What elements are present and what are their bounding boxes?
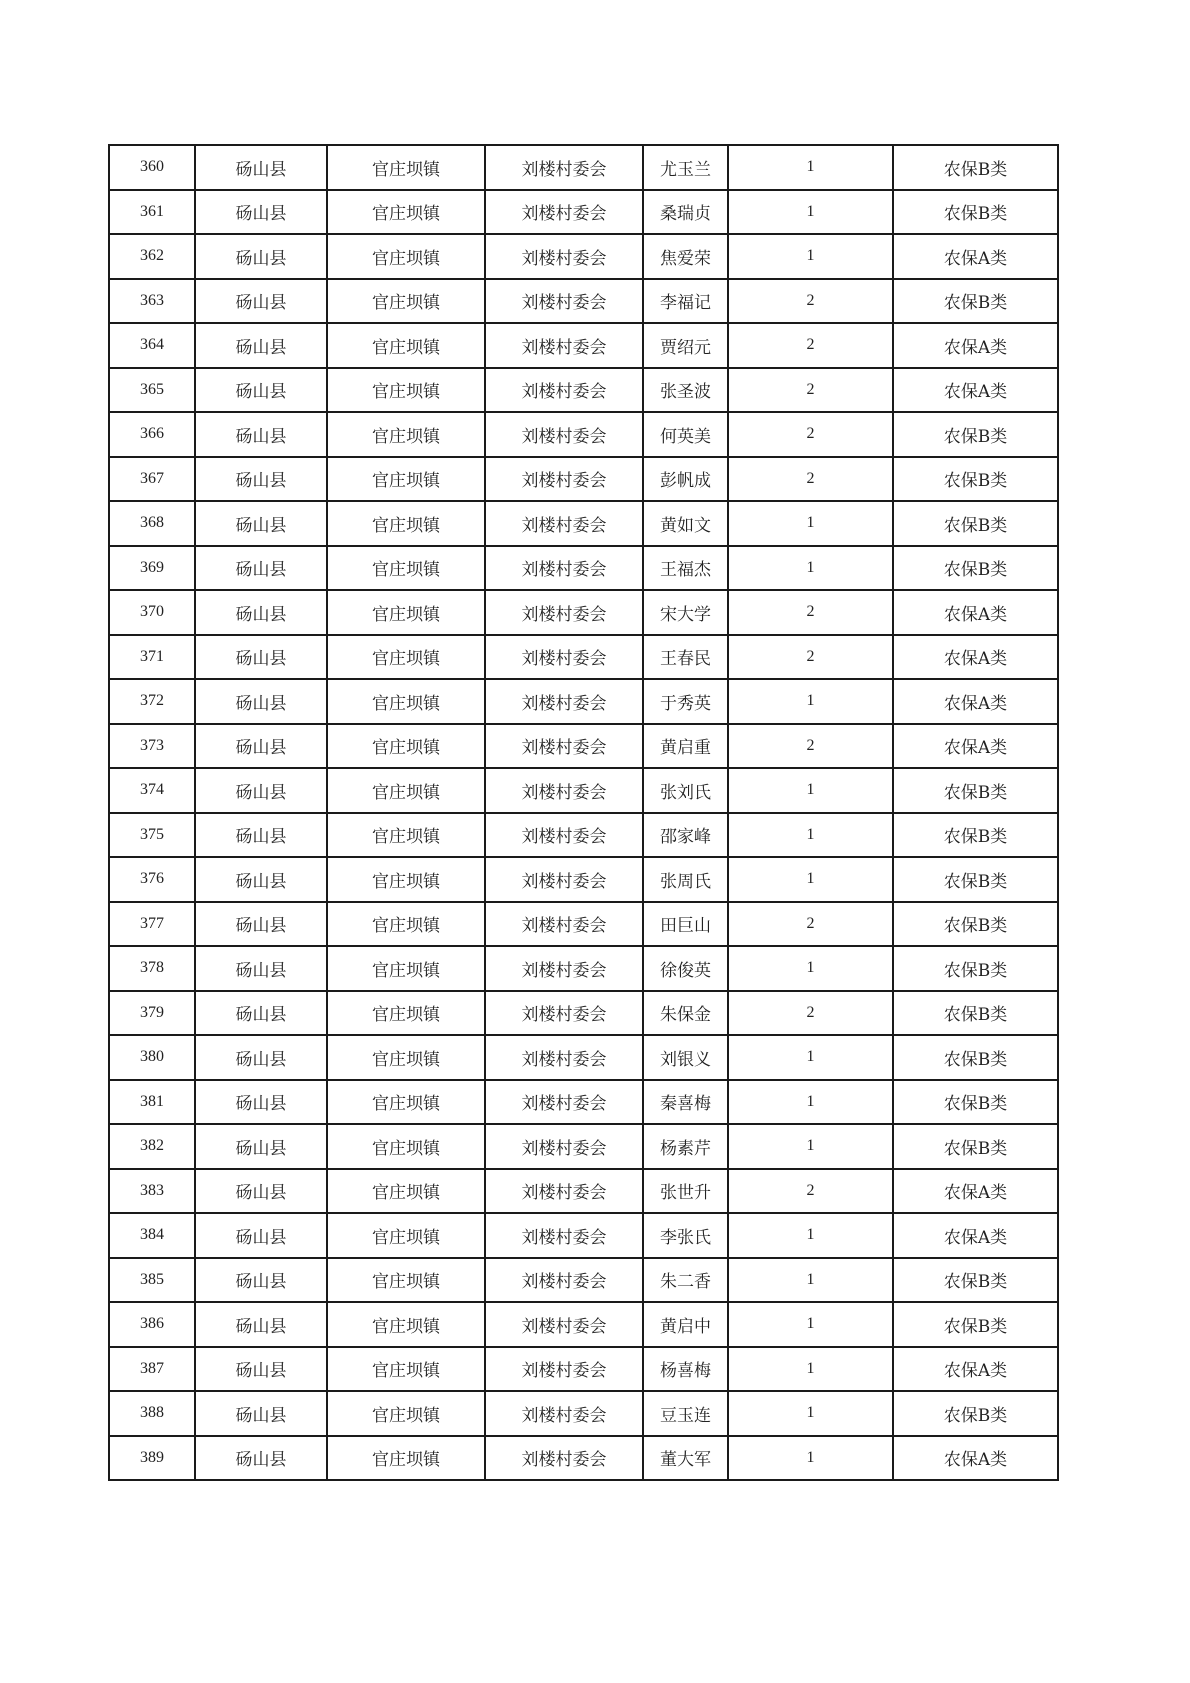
cell-town: 官庄坝镇	[327, 145, 485, 190]
cell-county: 砀山县	[195, 768, 327, 813]
cell-village-committee: 刘楼村委会	[485, 368, 643, 413]
cell-serial-number: 371	[109, 635, 195, 680]
cell-town: 官庄坝镇	[327, 679, 485, 724]
cell-town: 官庄坝镇	[327, 1035, 485, 1080]
cell-person-name: 彭帆成	[643, 457, 728, 502]
cell-county: 砀山县	[195, 902, 327, 947]
cell-village-committee: 刘楼村委会	[485, 323, 643, 368]
cell-serial-number: 384	[109, 1213, 195, 1258]
cell-person-name: 徐俊英	[643, 946, 728, 991]
cell-town: 官庄坝镇	[327, 991, 485, 1036]
table-row	[109, 279, 1058, 324]
cell-town: 官庄坝镇	[327, 1213, 485, 1258]
cell-insurance-category: 农保B类	[893, 768, 1058, 813]
cell-person-name: 王福杰	[643, 546, 728, 591]
cell-serial-number: 385	[109, 1258, 195, 1303]
cell-insurance-category: 农保B类	[893, 190, 1058, 235]
cell-person-name: 黄如文	[643, 501, 728, 546]
cell-insurance-category: 农保A类	[893, 1169, 1058, 1214]
table-row	[109, 635, 1058, 680]
cell-county: 砀山县	[195, 412, 327, 457]
cell-town: 官庄坝镇	[327, 279, 485, 324]
table-row	[109, 590, 1058, 635]
cell-county: 砀山县	[195, 1347, 327, 1392]
cell-county: 砀山县	[195, 190, 327, 235]
cell-village-committee: 刘楼村委会	[485, 1213, 643, 1258]
cell-count: 1	[728, 1080, 893, 1125]
cell-count: 1	[728, 1436, 893, 1481]
cell-town: 官庄坝镇	[327, 323, 485, 368]
cell-count: 1	[728, 1124, 893, 1169]
table-row	[109, 1169, 1058, 1214]
cell-count: 1	[728, 1035, 893, 1080]
cell-insurance-category: 农保B类	[893, 813, 1058, 858]
cell-village-committee: 刘楼村委会	[485, 1169, 643, 1214]
cell-village-committee: 刘楼村委会	[485, 1035, 643, 1080]
cell-count: 2	[728, 457, 893, 502]
cell-village-committee: 刘楼村委会	[485, 1391, 643, 1436]
cell-county: 砀山县	[195, 145, 327, 190]
cell-serial-number: 362	[109, 234, 195, 279]
cell-serial-number: 378	[109, 946, 195, 991]
cell-serial-number: 383	[109, 1169, 195, 1214]
cell-town: 官庄坝镇	[327, 234, 485, 279]
cell-person-name: 张圣波	[643, 368, 728, 413]
cell-person-name: 豆玉连	[643, 1391, 728, 1436]
cell-town: 官庄坝镇	[327, 946, 485, 991]
table-body	[109, 145, 1058, 1480]
cell-person-name: 张世升	[643, 1169, 728, 1214]
table-row	[109, 724, 1058, 769]
cell-town: 官庄坝镇	[327, 1124, 485, 1169]
cell-insurance-category: 农保B类	[893, 1080, 1058, 1125]
cell-village-committee: 刘楼村委会	[485, 1347, 643, 1392]
cell-village-committee: 刘楼村委会	[485, 1436, 643, 1481]
cell-county: 砀山县	[195, 857, 327, 902]
cell-serial-number: 388	[109, 1391, 195, 1436]
cell-insurance-category: 农保A类	[893, 590, 1058, 635]
cell-town: 官庄坝镇	[327, 1436, 485, 1481]
table-row	[109, 1124, 1058, 1169]
cell-insurance-category: 农保B类	[893, 1302, 1058, 1347]
cell-person-name: 杨喜梅	[643, 1347, 728, 1392]
cell-serial-number: 364	[109, 323, 195, 368]
cell-county: 砀山县	[195, 1213, 327, 1258]
table-row	[109, 457, 1058, 502]
cell-serial-number: 369	[109, 546, 195, 591]
table-row	[109, 1436, 1058, 1481]
cell-serial-number: 373	[109, 724, 195, 769]
cell-serial-number: 389	[109, 1436, 195, 1481]
cell-serial-number: 386	[109, 1302, 195, 1347]
cell-count: 2	[728, 412, 893, 457]
table-row	[109, 368, 1058, 413]
table-row	[109, 234, 1058, 279]
cell-town: 官庄坝镇	[327, 635, 485, 680]
cell-count: 1	[728, 813, 893, 858]
cell-serial-number: 360	[109, 145, 195, 190]
cell-town: 官庄坝镇	[327, 1391, 485, 1436]
cell-count: 1	[728, 546, 893, 591]
table-row	[109, 145, 1058, 190]
beneficiary-table	[108, 144, 1059, 1481]
cell-village-committee: 刘楼村委会	[485, 546, 643, 591]
cell-county: 砀山县	[195, 813, 327, 858]
cell-person-name: 张刘氏	[643, 768, 728, 813]
cell-town: 官庄坝镇	[327, 1258, 485, 1303]
cell-person-name: 李福记	[643, 279, 728, 324]
cell-count: 2	[728, 590, 893, 635]
cell-town: 官庄坝镇	[327, 1302, 485, 1347]
cell-insurance-category: 农保A类	[893, 635, 1058, 680]
cell-person-name: 焦爱荣	[643, 234, 728, 279]
cell-insurance-category: 农保A类	[893, 234, 1058, 279]
cell-county: 砀山县	[195, 1080, 327, 1125]
cell-count: 1	[728, 234, 893, 279]
cell-count: 1	[728, 1302, 893, 1347]
cell-person-name: 贾绍元	[643, 323, 728, 368]
cell-serial-number: 374	[109, 768, 195, 813]
cell-town: 官庄坝镇	[327, 813, 485, 858]
cell-village-committee: 刘楼村委会	[485, 1258, 643, 1303]
cell-insurance-category: 农保A类	[893, 1347, 1058, 1392]
cell-town: 官庄坝镇	[327, 1169, 485, 1214]
cell-village-committee: 刘楼村委会	[485, 857, 643, 902]
cell-village-committee: 刘楼村委会	[485, 457, 643, 502]
cell-serial-number: 366	[109, 412, 195, 457]
table-row	[109, 1347, 1058, 1392]
table-row	[109, 1258, 1058, 1303]
cell-count: 2	[728, 1169, 893, 1214]
cell-serial-number: 370	[109, 590, 195, 635]
cell-insurance-category: 农保A类	[893, 1213, 1058, 1258]
cell-count: 1	[728, 501, 893, 546]
cell-county: 砀山县	[195, 1258, 327, 1303]
cell-insurance-category: 农保B类	[893, 946, 1058, 991]
cell-count: 1	[728, 145, 893, 190]
cell-person-name: 何英美	[643, 412, 728, 457]
cell-town: 官庄坝镇	[327, 546, 485, 591]
cell-count: 2	[728, 279, 893, 324]
cell-count: 1	[728, 768, 893, 813]
cell-person-name: 王春民	[643, 635, 728, 680]
cell-county: 砀山县	[195, 1436, 327, 1481]
cell-town: 官庄坝镇	[327, 590, 485, 635]
cell-serial-number: 382	[109, 1124, 195, 1169]
table-row	[109, 323, 1058, 368]
cell-county: 砀山县	[195, 1391, 327, 1436]
cell-count: 1	[728, 1347, 893, 1392]
table-row	[109, 1035, 1058, 1080]
cell-insurance-category: 农保A类	[893, 724, 1058, 769]
cell-insurance-category: 农保B类	[893, 546, 1058, 591]
cell-town: 官庄坝镇	[327, 857, 485, 902]
cell-town: 官庄坝镇	[327, 501, 485, 546]
cell-person-name: 邵家峰	[643, 813, 728, 858]
cell-serial-number: 372	[109, 679, 195, 724]
cell-serial-number: 368	[109, 501, 195, 546]
cell-person-name: 朱保金	[643, 991, 728, 1036]
cell-village-committee: 刘楼村委会	[485, 501, 643, 546]
table-row	[109, 768, 1058, 813]
cell-village-committee: 刘楼村委会	[485, 813, 643, 858]
cell-count: 2	[728, 635, 893, 680]
cell-county: 砀山县	[195, 991, 327, 1036]
cell-person-name: 董大军	[643, 1436, 728, 1481]
cell-serial-number: 381	[109, 1080, 195, 1125]
cell-person-name: 宋大学	[643, 590, 728, 635]
cell-town: 官庄坝镇	[327, 368, 485, 413]
cell-serial-number: 361	[109, 190, 195, 235]
table-row	[109, 679, 1058, 724]
cell-village-committee: 刘楼村委会	[485, 768, 643, 813]
cell-person-name: 李张氏	[643, 1213, 728, 1258]
cell-county: 砀山县	[195, 1124, 327, 1169]
cell-insurance-category: 农保B类	[893, 145, 1058, 190]
cell-county: 砀山县	[195, 1035, 327, 1080]
cell-insurance-category: 农保B类	[893, 857, 1058, 902]
cell-village-committee: 刘楼村委会	[485, 679, 643, 724]
cell-town: 官庄坝镇	[327, 1347, 485, 1392]
cell-town: 官庄坝镇	[327, 768, 485, 813]
cell-village-committee: 刘楼村委会	[485, 1124, 643, 1169]
cell-serial-number: 376	[109, 857, 195, 902]
cell-county: 砀山县	[195, 546, 327, 591]
cell-insurance-category: 农保A类	[893, 1436, 1058, 1481]
cell-serial-number: 379	[109, 991, 195, 1036]
table-row	[109, 991, 1058, 1036]
cell-serial-number: 380	[109, 1035, 195, 1080]
cell-county: 砀山县	[195, 590, 327, 635]
cell-county: 砀山县	[195, 234, 327, 279]
cell-county: 砀山县	[195, 457, 327, 502]
cell-county: 砀山县	[195, 1302, 327, 1347]
cell-county: 砀山县	[195, 501, 327, 546]
cell-county: 砀山县	[195, 279, 327, 324]
cell-village-committee: 刘楼村委会	[485, 1080, 643, 1125]
cell-insurance-category: 农保B类	[893, 1124, 1058, 1169]
table-row	[109, 1080, 1058, 1125]
table-row	[109, 902, 1058, 947]
cell-person-name: 于秀英	[643, 679, 728, 724]
cell-insurance-category: 农保A类	[893, 368, 1058, 413]
cell-insurance-category: 农保B类	[893, 1391, 1058, 1436]
cell-person-name: 桑瑞贞	[643, 190, 728, 235]
cell-insurance-category: 农保B类	[893, 1258, 1058, 1303]
cell-person-name: 杨素芹	[643, 1124, 728, 1169]
cell-village-committee: 刘楼村委会	[485, 946, 643, 991]
cell-insurance-category: 农保B类	[893, 279, 1058, 324]
cell-insurance-category: 农保B类	[893, 412, 1058, 457]
cell-count: 1	[728, 946, 893, 991]
cell-person-name: 张周氏	[643, 857, 728, 902]
cell-count: 1	[728, 1213, 893, 1258]
cell-person-name: 田巨山	[643, 902, 728, 947]
cell-count: 1	[728, 1391, 893, 1436]
cell-village-committee: 刘楼村委会	[485, 991, 643, 1036]
cell-town: 官庄坝镇	[327, 1080, 485, 1125]
cell-insurance-category: 农保B类	[893, 1035, 1058, 1080]
cell-village-committee: 刘楼村委会	[485, 590, 643, 635]
table-row	[109, 1391, 1058, 1436]
cell-insurance-category: 农保A类	[893, 323, 1058, 368]
cell-village-committee: 刘楼村委会	[485, 1302, 643, 1347]
cell-county: 砀山县	[195, 946, 327, 991]
cell-village-committee: 刘楼村委会	[485, 902, 643, 947]
cell-county: 砀山县	[195, 635, 327, 680]
cell-insurance-category: 农保B类	[893, 902, 1058, 947]
cell-insurance-category: 农保B类	[893, 457, 1058, 502]
cell-count: 2	[728, 368, 893, 413]
cell-insurance-category: 农保A类	[893, 679, 1058, 724]
cell-person-name: 尤玉兰	[643, 145, 728, 190]
cell-village-committee: 刘楼村委会	[485, 234, 643, 279]
cell-person-name: 黄启重	[643, 724, 728, 769]
cell-town: 官庄坝镇	[327, 412, 485, 457]
cell-person-name: 朱二香	[643, 1258, 728, 1303]
cell-count: 1	[728, 679, 893, 724]
cell-town: 官庄坝镇	[327, 902, 485, 947]
table-row	[109, 412, 1058, 457]
cell-insurance-category: 农保B类	[893, 991, 1058, 1036]
cell-count: 2	[728, 724, 893, 769]
cell-serial-number: 365	[109, 368, 195, 413]
table-row	[109, 546, 1058, 591]
cell-village-committee: 刘楼村委会	[485, 635, 643, 680]
table-row	[109, 1213, 1058, 1258]
cell-town: 官庄坝镇	[327, 457, 485, 502]
cell-county: 砀山县	[195, 323, 327, 368]
cell-count: 1	[728, 857, 893, 902]
cell-serial-number: 377	[109, 902, 195, 947]
cell-village-committee: 刘楼村委会	[485, 412, 643, 457]
cell-serial-number: 387	[109, 1347, 195, 1392]
cell-village-committee: 刘楼村委会	[485, 190, 643, 235]
cell-count: 2	[728, 902, 893, 947]
cell-serial-number: 367	[109, 457, 195, 502]
table-row	[109, 501, 1058, 546]
cell-village-committee: 刘楼村委会	[485, 724, 643, 769]
cell-serial-number: 375	[109, 813, 195, 858]
table-row	[109, 1302, 1058, 1347]
cell-town: 官庄坝镇	[327, 724, 485, 769]
cell-person-name: 秦喜梅	[643, 1080, 728, 1125]
cell-county: 砀山县	[195, 724, 327, 769]
table-row	[109, 190, 1058, 235]
table-row	[109, 946, 1058, 991]
cell-serial-number: 363	[109, 279, 195, 324]
cell-person-name: 刘银义	[643, 1035, 728, 1080]
table-row	[109, 857, 1058, 902]
cell-town: 官庄坝镇	[327, 190, 485, 235]
cell-count: 2	[728, 991, 893, 1036]
cell-insurance-category: 农保B类	[893, 501, 1058, 546]
cell-village-committee: 刘楼村委会	[485, 145, 643, 190]
table-row	[109, 813, 1058, 858]
cell-village-committee: 刘楼村委会	[485, 279, 643, 324]
cell-count: 1	[728, 1258, 893, 1303]
cell-county: 砀山县	[195, 368, 327, 413]
cell-count: 2	[728, 323, 893, 368]
cell-person-name: 黄启中	[643, 1302, 728, 1347]
cell-count: 1	[728, 190, 893, 235]
cell-county: 砀山县	[195, 679, 327, 724]
cell-county: 砀山县	[195, 1169, 327, 1214]
